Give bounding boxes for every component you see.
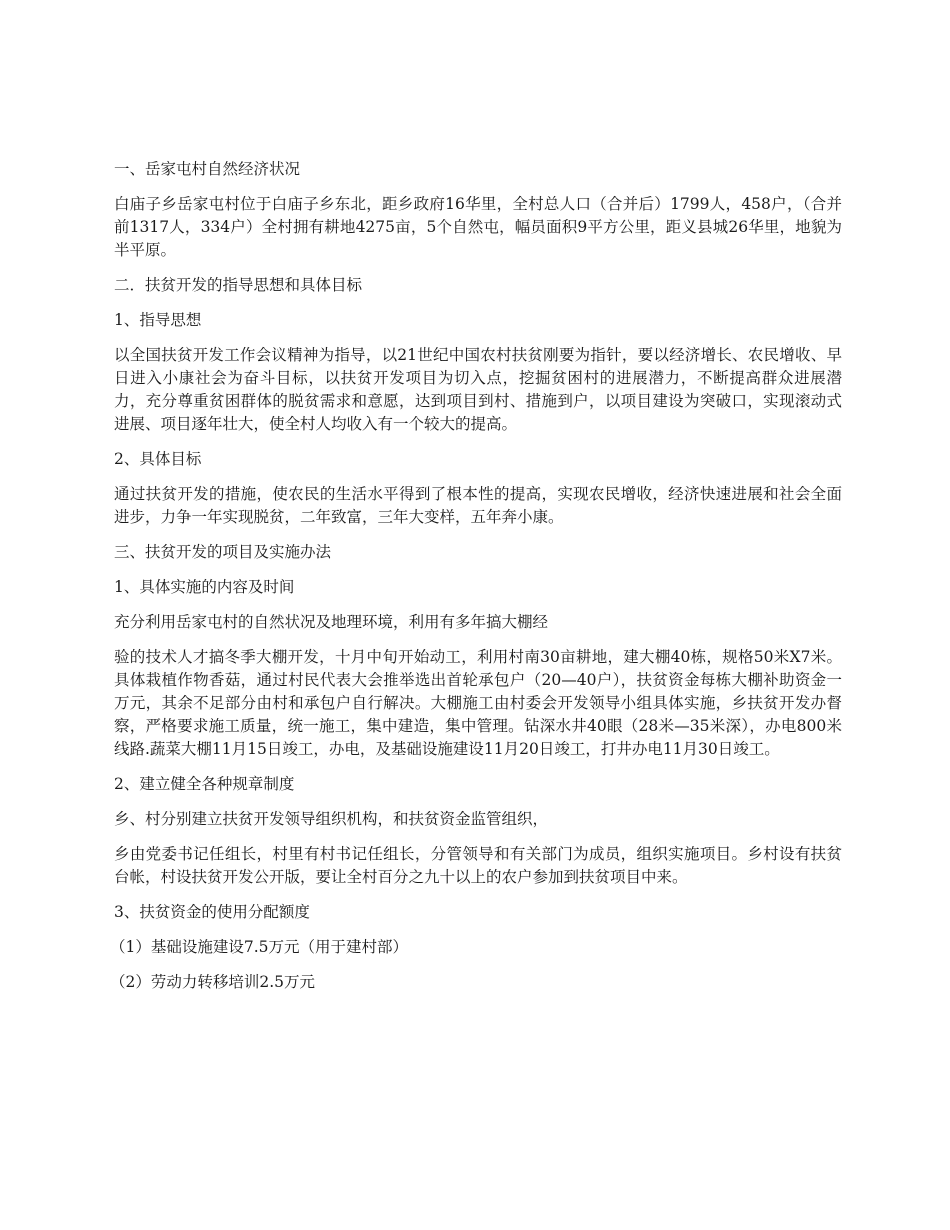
list-item-infrastructure: （1）基础设施建设7.5万元（用于建村部） <box>110 938 409 956</box>
paragraph-guiding-ideology: 以全国扶贫开发工作会议精神为指导，以21世纪中国农村扶贫刚要为指针，要以经济增长、农民增收、早日进入小康社会为奋斗目标，以扶贫开发项目为切入点，挖掘贫困村的进展潜力，不断提高群众进展潜力，充分尊重贫困群体的脱贫需求和意愿，达到项目到村、措施到户，以项目建设为突破口，实现滚动式进展、项目逐年壮大，使全村人均收入有一个较大的提高。 <box>114 346 842 433</box>
section-heading-1: 一、岳家屯村自然经济状况 <box>114 160 301 178</box>
document-page <box>110 158 842 1006</box>
paragraph-natural-conditions: 充分利用岳家屯村的自然状况及地理环境，利用有多年搞大棚经 <box>114 613 549 631</box>
paragraph-greenhouse-project: 验的技术人才搞冬季大棚开发，十月中旬开始动工，利用村南30亩耕地，建大棚40栋，规格50米X7米。具体栽植作物香菇，通过村民代表大会推举选出首轮承包户（20—40户），扶贫资金每栋大棚补助资金一万元，其余不足部分由村和承包户自行解决。大棚施工由村委会开发领导小组具体实施，乡扶贫开发办督察，严格要求施工质量，统一施工，集中建造，集中管理。钻深水井40眼（28米—35米深），办电800米线路.蔬菜大棚11月15日竣工，办电，及基础设施建设11月20日竣工，打井办电11月30日竣工。 <box>114 648 842 758</box>
subheading-rules-system: 2、建立健全各种规章制度 <box>114 775 295 793</box>
section-heading-3: 三、扶贫开发的项目及实施办法 <box>114 543 332 561</box>
paragraph-specific-goals: 通过扶贫开发的措施，使农民的生活水平得到了根本性的提高，实现农民增收，经济快速进展和社会全面进步，力争一年实现脱贫，二年致富，三年大变样，五年奔小康。 <box>114 485 842 526</box>
subheading-specific-goals: 2、具体目标 <box>114 450 202 468</box>
subheading-fund-allocation: 3、扶贫资金的使用分配额度 <box>114 903 310 921</box>
list-item-labor-training: （2）劳动力转移培训2.5万元 <box>110 973 316 991</box>
paragraph-village-overview: 白庙子乡岳家屯村位于白庙子乡东北，距乡政府16华里，全村总人口（合并后）1799人，458户，（合并前1317人，334户）全村拥有耕地4275亩，5个自然屯，幅员面积9平方公里，距义县城26华里，地貌为半平原。 <box>114 195 842 259</box>
paragraph-organization: 乡、村分别建立扶贫开发领导组织机构，和扶贫资金监管组织， <box>114 810 549 828</box>
subheading-guiding-ideology: 1、指导思想 <box>114 311 202 329</box>
section-heading-2: 二．扶贫开发的指导思想和具体目标 <box>114 276 363 294</box>
subheading-implementation-content: 1、具体实施的内容及时间 <box>114 578 295 596</box>
paragraph-leadership: 乡由党委书记任组长，村里有村书记任组长，分管领导和有关部门为成员，组织实施项目。乡村设有扶贫台帐，村设扶贫开发公开版，要让全村百分之九十以上的农户参加到扶贫项目中来。 <box>114 845 842 886</box>
